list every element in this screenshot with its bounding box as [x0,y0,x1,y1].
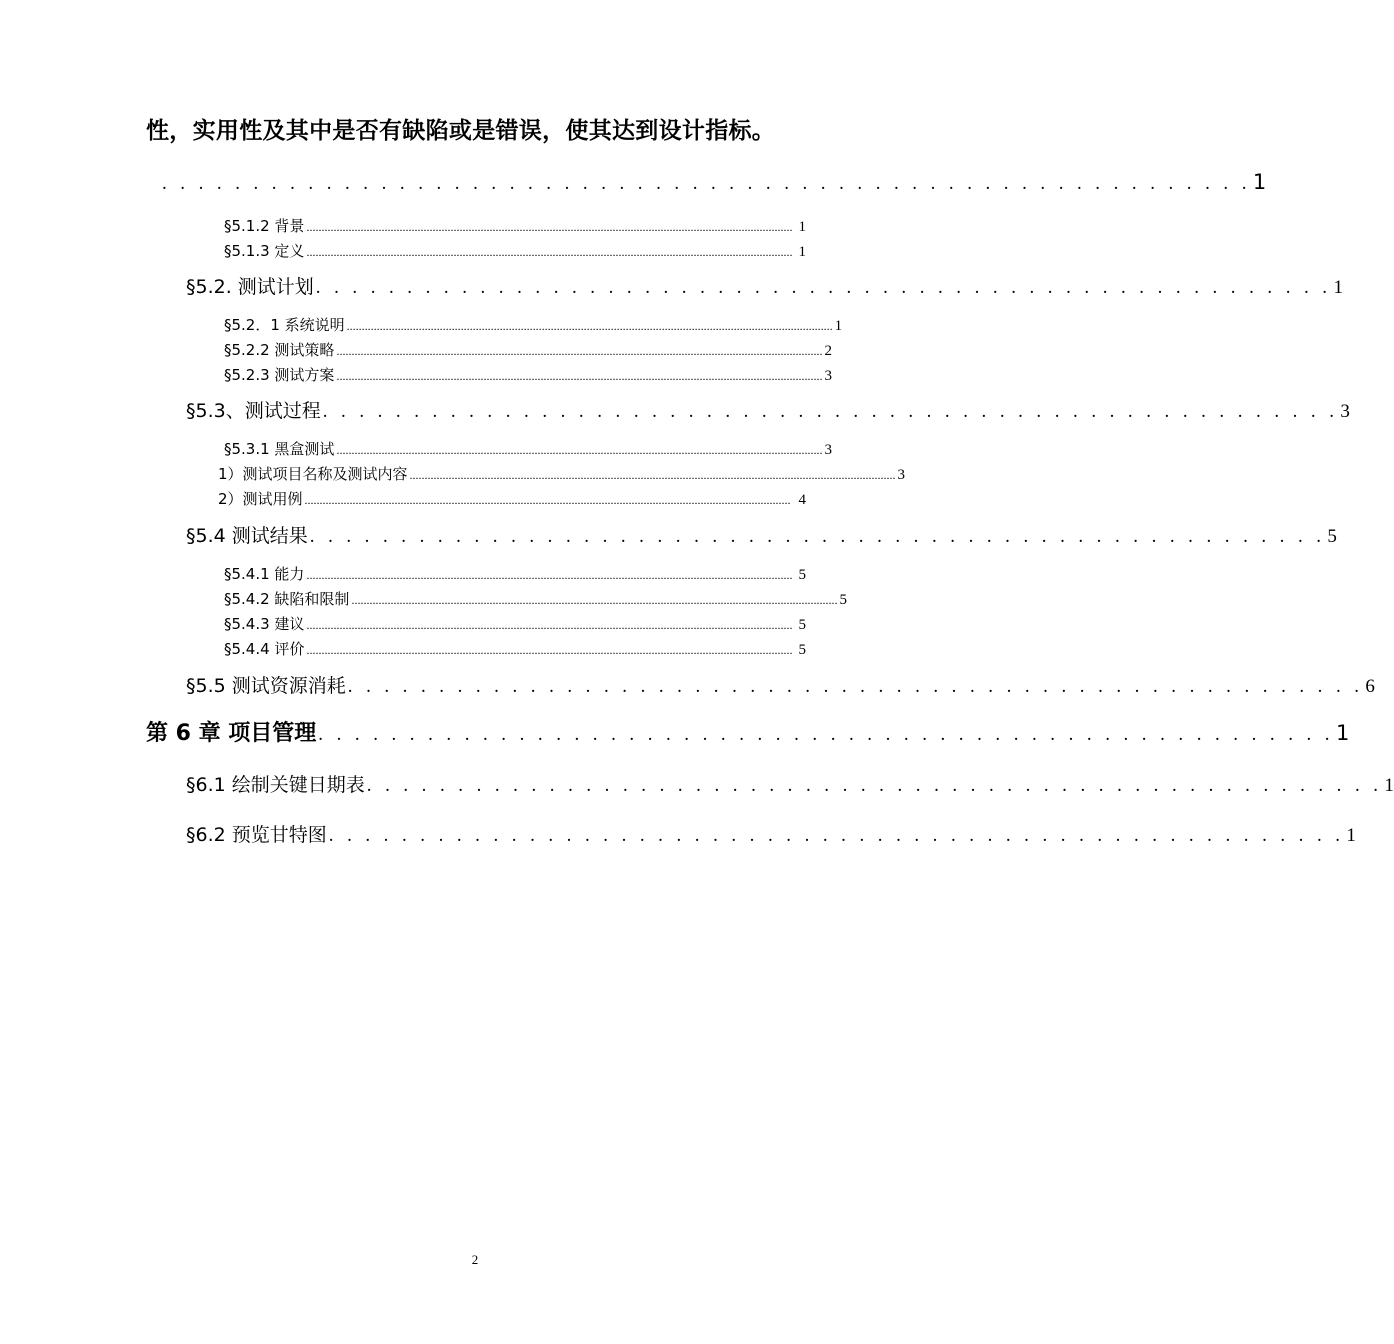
toc-leader: .................................................................................................................................................................. [336,369,823,383]
toc-chapter-title: 第 6 章 项目管理 [146,721,317,746]
toc-entry-title: §5.2. 测试计划 [186,276,314,298]
toc-entry[interactable] [224,215,806,237]
toc-entry[interactable] [186,396,1350,424]
toc-leader: . . . . . . . . . . . . . . . . . . . . . . . . . . . . . . . . . . . . . . . . . . . . . . . . . . . . . . . . [315,277,1332,298]
toc-entry-page: 1 [834,318,843,334]
toc-leader: .................................................................................................................................................................. [351,593,838,607]
toc-leader: .................................................................................................................................................................. [336,344,823,358]
toc-leader: .................................................................................................................................................................. [306,618,793,632]
toc-entry-page: 1 [1252,170,1267,194]
toc-entry-title: §5.2.3 测试方案 [224,366,335,384]
toc-entry[interactable] [186,521,1337,549]
toc-entry-title: 1）测试项目名称及测试内容 [218,465,408,483]
toc-entry-page: 3 [1340,401,1350,422]
toc-entry-page: 3 [824,442,832,458]
toc-entry[interactable] [224,339,832,361]
toc-leader: . . . . . . . . . . . . . . . . . . . . . . . . . . . . . . . . . . . . . . . . . . . . . . . . . . . . . . . . [347,676,1364,697]
toc-leader: .................................................................................................................................................................. [346,319,833,333]
toc-leader: . . . . . . . . . . . . . . . . . . . . . . . . . . . . . . . . . . . . . . . . . . . . . . . . . . . . . . . . [366,775,1383,796]
toc-entry[interactable] [186,272,1343,300]
toc-entry-title: §6.2 预览甘特图 [186,824,327,846]
toc-entry-title: §5.5 测试资源消耗 [186,675,346,697]
toc-leader: .................................................................................................................................................................. [306,245,793,259]
toc-entry[interactable] [224,563,806,585]
toc-entry-page: 3 [897,467,906,483]
toc-entry-title: §5.4.1 能力 [224,565,305,583]
toc-entry[interactable] [224,438,832,460]
toc-entry-page: 3 [824,368,832,384]
toc-leader: . . . . . . . . . . . . . . . . . . . . . . . . . . . . . . . . . . . . . . . . . . . . . . . . . . . . . . . . [309,526,1326,547]
toc-entry[interactable] [186,671,1375,699]
toc-leader: . . . . . . . . . . . . . . . . . . . . . . . . . . . . . . . . . . . . . . . . . . . . . . . . . . . . . . . . [318,724,1334,745]
toc-entry-title: §5.3、测试过程 [186,400,321,422]
toc-leader: . . . . . . . . . . . . . . . . . . . . . . . . . . . . . . . . . . . . . . . . . . . . . . . . . . . . . . . . . . . . [162,173,1251,194]
toc-entry[interactable] [218,488,806,510]
toc-entry-page: 1 [798,219,806,235]
toc-entry[interactable] [224,314,843,336]
toc-entry-page: 6 [1365,676,1375,697]
toc-entry[interactable] [160,170,1267,195]
toc-entry-title: §5.4 测试结果 [186,525,308,547]
toc-leader: . . . . . . . . . . . . . . . . . . . . . . . . . . . . . . . . . . . . . . . . . . . . . . . . . . . . . . . . [328,825,1345,846]
toc-entry-page: 2 [824,343,832,359]
toc-entry[interactable] [224,638,806,660]
toc-leader: .................................................................................................................................................................. [306,568,793,582]
toc-entry-page: 1 [1335,721,1350,745]
toc-entry-title: §5.4.3 建议 [224,615,305,633]
toc-entry-title: §5.1.2 背景 [224,217,305,235]
toc-chapter-entry[interactable] [146,716,1350,750]
toc-entry-page: 1 [1384,775,1394,796]
toc-entry-title: §5.3.1 黑盒测试 [224,440,335,458]
toc-entry-title: §5.2．1 系统说明 [224,316,345,334]
toc-entry-page: 5 [839,592,847,608]
page-number: 2 [471,1252,479,1267]
toc-entry-title: 2）测试用例 [218,490,303,508]
toc-entry[interactable] [218,463,906,485]
toc-entry[interactable] [186,770,1394,798]
toc-leader: .................................................................................................................................................................. [336,443,823,457]
toc-entry-page: 5 [798,567,806,583]
toc-entry-page: 5 [798,617,806,633]
toc-entry[interactable] [224,240,806,262]
toc-entry[interactable] [186,820,1356,848]
toc-entry-page: 1 [1333,277,1343,298]
toc-leader: .................................................................................................................................................................. [306,220,793,234]
toc-entry-title: §5.2.2 测试策略 [224,341,335,359]
toc-entry-page: 5 [798,642,806,658]
toc-entry[interactable] [224,364,832,386]
toc-entry-title: §5.4.4 评价 [224,640,305,658]
toc-entry-page: 4 [798,492,806,508]
toc-entry-title: §5.4.2 缺陷和限制 [224,590,350,608]
toc-leader: . . . . . . . . . . . . . . . . . . . . . . . . . . . . . . . . . . . . . . . . . . . . . . . . . . . . . . . . [322,401,1339,422]
toc-entry-page: 1 [1346,825,1356,846]
toc-entry[interactable] [224,588,847,610]
toc-entry-title: §5.1.3 定义 [224,242,305,260]
toc-leader: .................................................................................................................................................................. [409,468,896,482]
toc-leader: .................................................................................................................................................................. [304,493,791,507]
body-text-line: 性，实用性及其中是否有缺陷或是错误，使其达到设计指标。 [146,118,776,144]
toc-entry[interactable] [224,613,806,635]
toc-leader: .................................................................................................................................................................. [306,643,793,657]
toc-entry-title: §6.1 绘制关键日期表 [186,774,365,796]
toc-entry-page: 1 [798,244,806,260]
toc-entry-page: 5 [1327,526,1337,547]
